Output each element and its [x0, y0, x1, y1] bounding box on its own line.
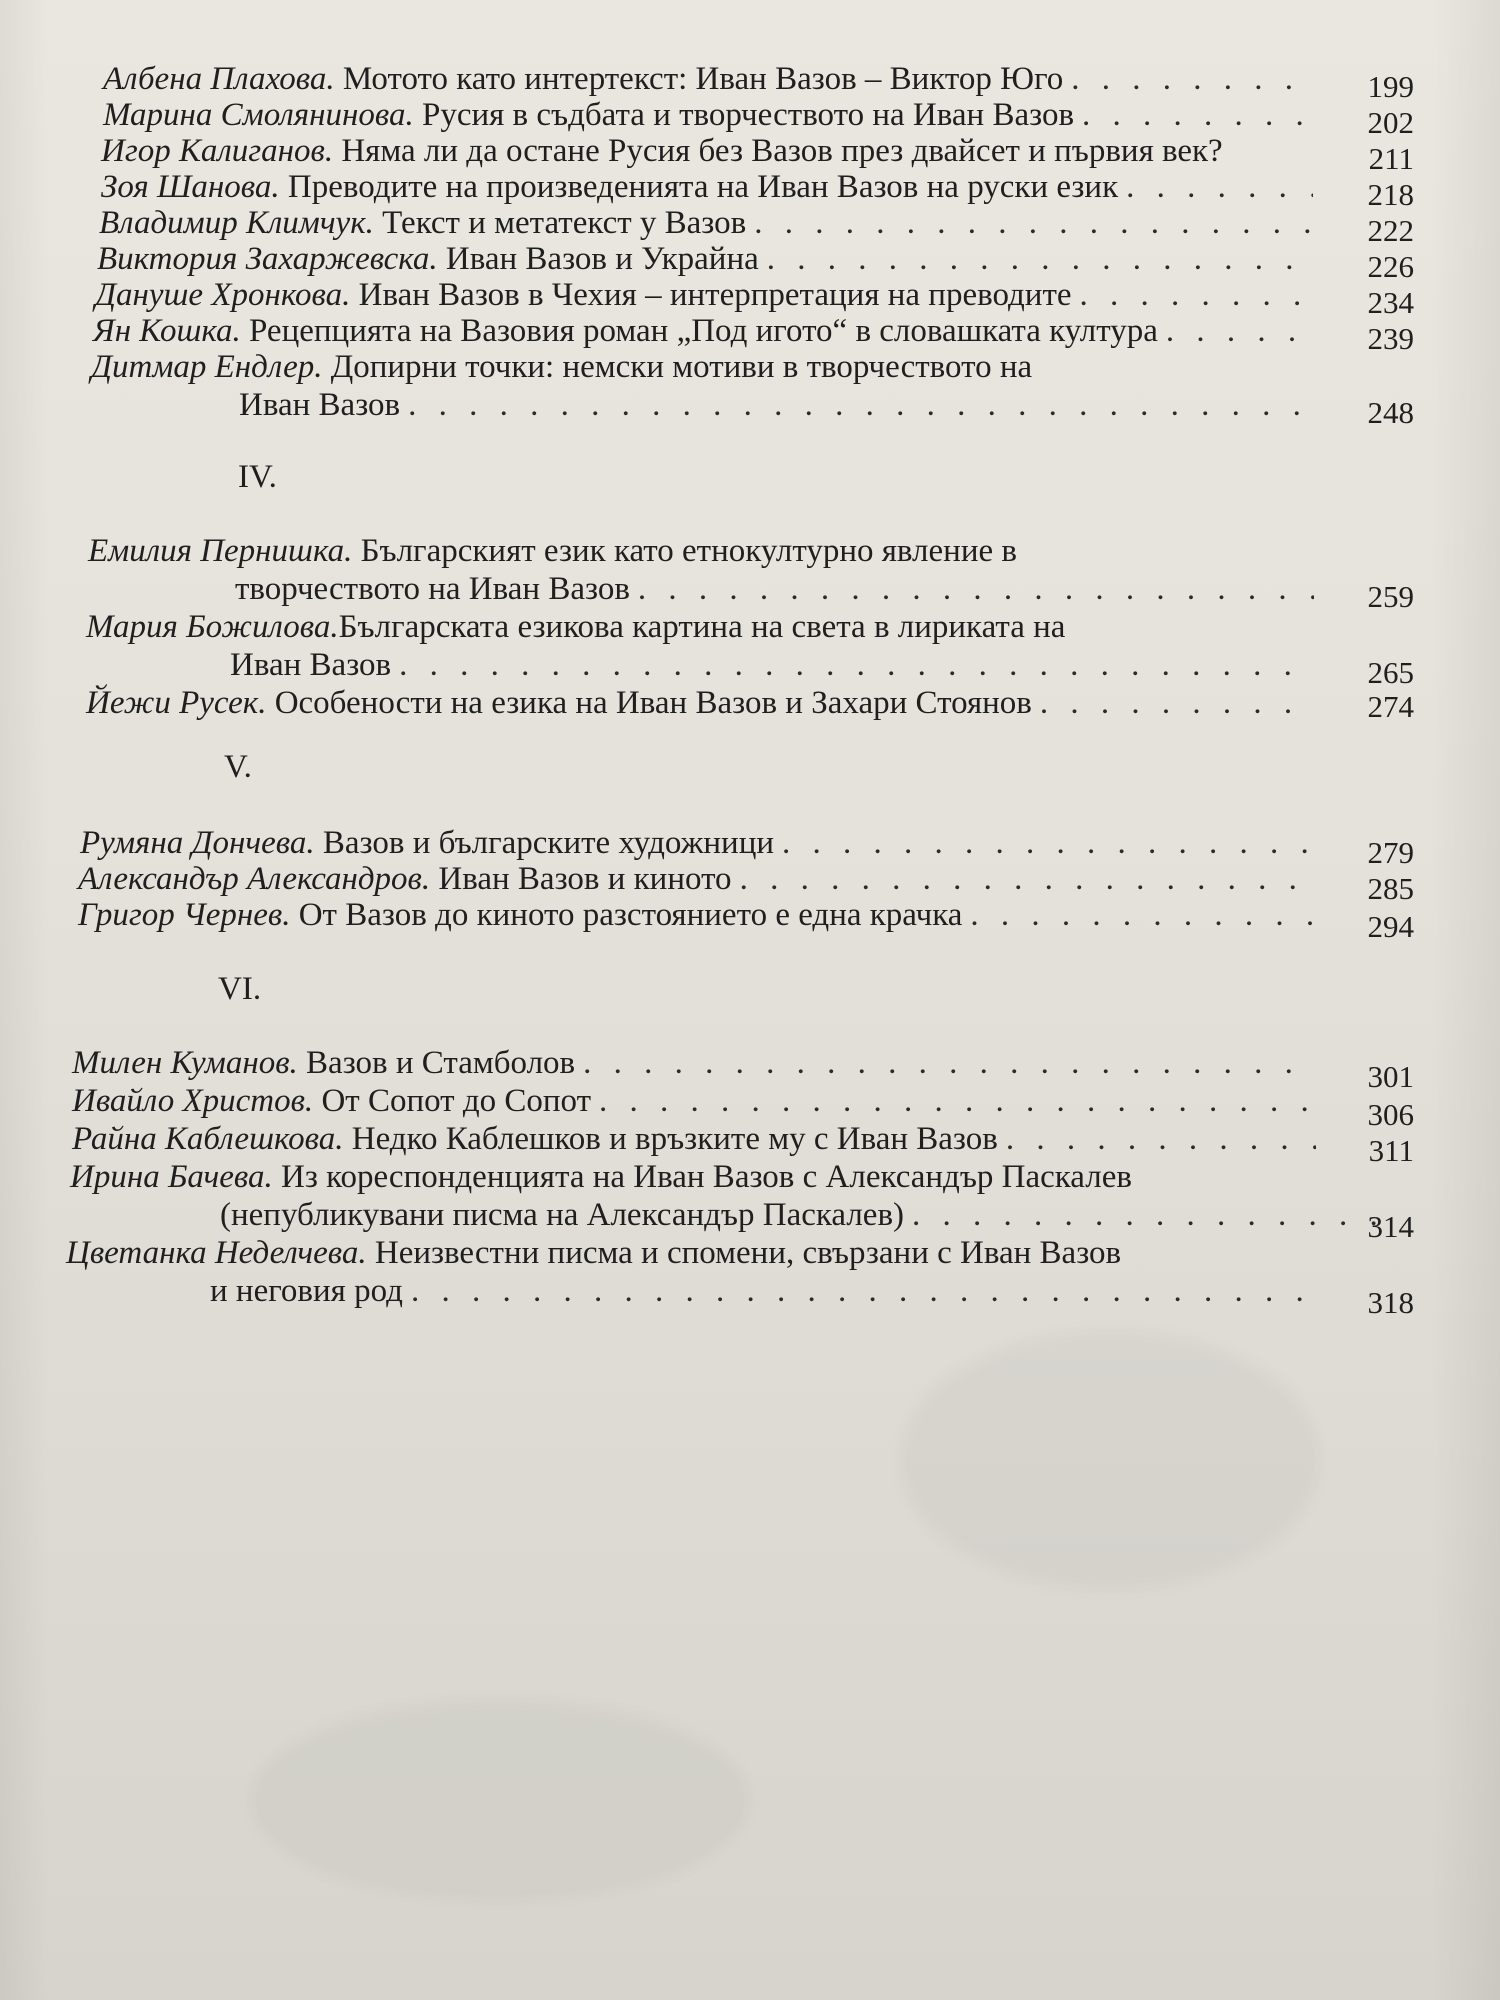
toc-author: Ирина Бачева. — [70, 1159, 273, 1195]
toc-title: Допирни точки: немски мотиви в творчеството на — [330, 349, 1033, 385]
section-heading: V. — [224, 749, 252, 785]
toc-title: Вазов и Стамболов — [306, 1045, 576, 1081]
leader-dots — [1158, 314, 1313, 348]
toc-title: Иван Вазов и киното — [438, 861, 732, 897]
toc-title: Българският език като етнокултурно явление в — [360, 533, 1017, 569]
toc-author: Марина Смолянинова. — [103, 97, 414, 133]
toc-author: Румяна Дончева. — [80, 825, 315, 861]
toc-author: Дануше Хронкова. — [95, 277, 351, 313]
toc-page-number: 226 — [1367, 249, 1414, 284]
toc-entry[interactable] — [72, 1084, 1316, 1118]
toc-entry[interactable] — [66, 1236, 1316, 1308]
toc-author: Ян Кошка. — [93, 313, 241, 349]
section-heading: VI. — [218, 971, 262, 1007]
leader-dots — [400, 388, 1313, 422]
leader-dots — [630, 572, 1314, 606]
toc-entry[interactable] — [88, 534, 1314, 606]
leader-dots — [575, 1046, 1316, 1080]
leader-dots — [962, 898, 1314, 932]
toc-title-continued: (непубликувани писма на Александър Паскалев) — [220, 1197, 905, 1233]
toc-author: Виктория Захаржевска. — [97, 241, 438, 277]
toc-entry[interactable] — [99, 206, 1313, 240]
toc-author: Милен Куманов. — [72, 1045, 298, 1081]
toc-entry[interactable] — [86, 610, 1314, 682]
toc-page-number: 279 — [1367, 835, 1414, 870]
toc-title: Из кореспонденцията на Иван Вазов с Александър Паскалев — [280, 1159, 1132, 1195]
toc-title: Неизвестни писма и спомени, свързани с Иван Вазов — [374, 1235, 1122, 1271]
toc-page-number: 311 — [1368, 1133, 1414, 1168]
page-shadow-left — [0, 0, 50, 2000]
toc-entry[interactable] — [78, 898, 1314, 932]
leader-dots — [746, 206, 1313, 240]
bleed-through-smudge — [900, 1330, 1320, 1590]
toc-page-number: 202 — [1367, 105, 1414, 140]
toc-author: Дитмар Ендлер. — [91, 349, 323, 385]
toc-title-continued: Иван Вазов — [230, 647, 392, 683]
leader-dots — [1032, 686, 1314, 720]
toc-page-number: 318 — [1367, 1285, 1414, 1320]
toc-author: Владимир Климчук. — [99, 205, 374, 241]
toc-author: Йежи Русек. — [86, 685, 267, 721]
toc-title: Особености на езика на Иван Вазов и Захари Стоянов — [274, 685, 1032, 721]
leader-dots — [391, 648, 1314, 682]
leader-dots — [732, 862, 1314, 896]
toc-title: Иван Вазов в Чехия – интерпретация на преводите — [358, 277, 1072, 313]
toc-title: От Вазов до киното разстоянието е една крачка — [298, 897, 963, 933]
toc-title: Недко Каблешков и връзките му с Иван Вазов — [351, 1121, 998, 1157]
leader-dots — [1063, 62, 1315, 96]
toc-title-continued: Иван Вазов — [239, 387, 401, 423]
toc-page-number: 234 — [1367, 285, 1414, 320]
toc-page-number: 211 — [1368, 141, 1414, 176]
toc-entry[interactable] — [101, 134, 1321, 168]
leader-dots — [1118, 170, 1313, 204]
toc-entry[interactable] — [103, 98, 1315, 132]
leader-dots — [1074, 98, 1315, 132]
toc-page-number: 248 — [1367, 395, 1414, 430]
section-heading: IV. — [238, 459, 277, 495]
toc-page-number: 301 — [1367, 1059, 1414, 1094]
toc-author: Ивайло Христов. — [72, 1083, 314, 1119]
toc-title: Няма ли да остане Русия без Вазов през двайсет и първия век? — [341, 133, 1223, 169]
toc-author: Александър Александров. — [78, 861, 431, 897]
leader-dots — [904, 1198, 1384, 1232]
toc-page-number: 239 — [1367, 321, 1414, 356]
leader-dots — [759, 242, 1313, 276]
toc-author: Албена Плахова. — [103, 61, 335, 97]
toc-entry[interactable] — [97, 242, 1313, 276]
toc-title: Мотото като интертекст: Иван Вазов – Виктор Юго — [342, 61, 1064, 97]
toc-page-number: 285 — [1367, 871, 1414, 906]
toc-entry[interactable] — [103, 62, 1315, 96]
toc-page-number: 259 — [1367, 579, 1414, 614]
toc-title: Вазов и българските художници — [322, 825, 775, 861]
toc-title: Текст и метатекст у Вазов — [382, 205, 747, 241]
toc-author: Райна Каблешкова. — [72, 1121, 344, 1157]
toc-author: Емилия Пернишка. — [88, 533, 353, 569]
toc-entry[interactable] — [93, 314, 1313, 348]
toc-title: От Сопот до Сопот — [321, 1083, 592, 1119]
toc-title-continued: и неговия род — [210, 1273, 403, 1309]
toc-title: Русия в съдбата и творчеството на Иван Вазов — [421, 97, 1075, 133]
toc-entry[interactable] — [78, 862, 1314, 896]
toc-author: Мария Божилова. — [86, 609, 339, 645]
leader-dots — [998, 1122, 1316, 1156]
toc-page-number: 294 — [1367, 909, 1414, 944]
toc-title: Българската езикова картина на света в лириката на — [338, 609, 1066, 645]
toc-author: Григор Чернев. — [78, 897, 291, 933]
toc-title: Иван Вазов и Украйна — [445, 241, 759, 277]
toc-page-number: 199 — [1367, 69, 1414, 104]
toc-title: Рецепцията на Вазовия роман „Под игото“ в словашката култура — [249, 313, 1158, 349]
toc-entry[interactable] — [70, 1160, 1324, 1232]
toc-entry[interactable] — [101, 170, 1313, 204]
leader-dots — [1072, 278, 1313, 312]
bleed-through-smudge — [250, 1700, 750, 1900]
toc-author: Игор Калиганов. — [101, 133, 334, 169]
toc-page-number: 265 — [1367, 655, 1414, 690]
toc-title: Преводите на произведенията на Иван Вазов на руски език — [287, 169, 1119, 205]
toc-author: Цветанка Неделчева. — [66, 1235, 367, 1271]
toc-page-number: 218 — [1367, 177, 1414, 212]
leader-dots — [591, 1084, 1316, 1118]
page-shadow-right — [1430, 0, 1500, 2000]
toc-page-number: 314 — [1367, 1209, 1414, 1244]
toc-entry[interactable] — [95, 278, 1313, 312]
toc-page-number: 222 — [1367, 213, 1414, 248]
toc-entry[interactable] — [86, 686, 1314, 720]
toc-title-continued: творчеството на Иван Вазов — [235, 571, 630, 607]
toc-entry[interactable] — [72, 1122, 1316, 1156]
toc-page-number: 274 — [1367, 689, 1414, 724]
toc-page-number: 306 — [1367, 1097, 1414, 1132]
leader-dots — [403, 1274, 1316, 1308]
leader-dots — [774, 826, 1314, 860]
toc-entry[interactable] — [91, 350, 1313, 422]
toc-author: Зоя Шанова. — [101, 169, 280, 205]
toc-entry[interactable] — [80, 826, 1314, 860]
toc-entry[interactable] — [72, 1046, 1316, 1080]
